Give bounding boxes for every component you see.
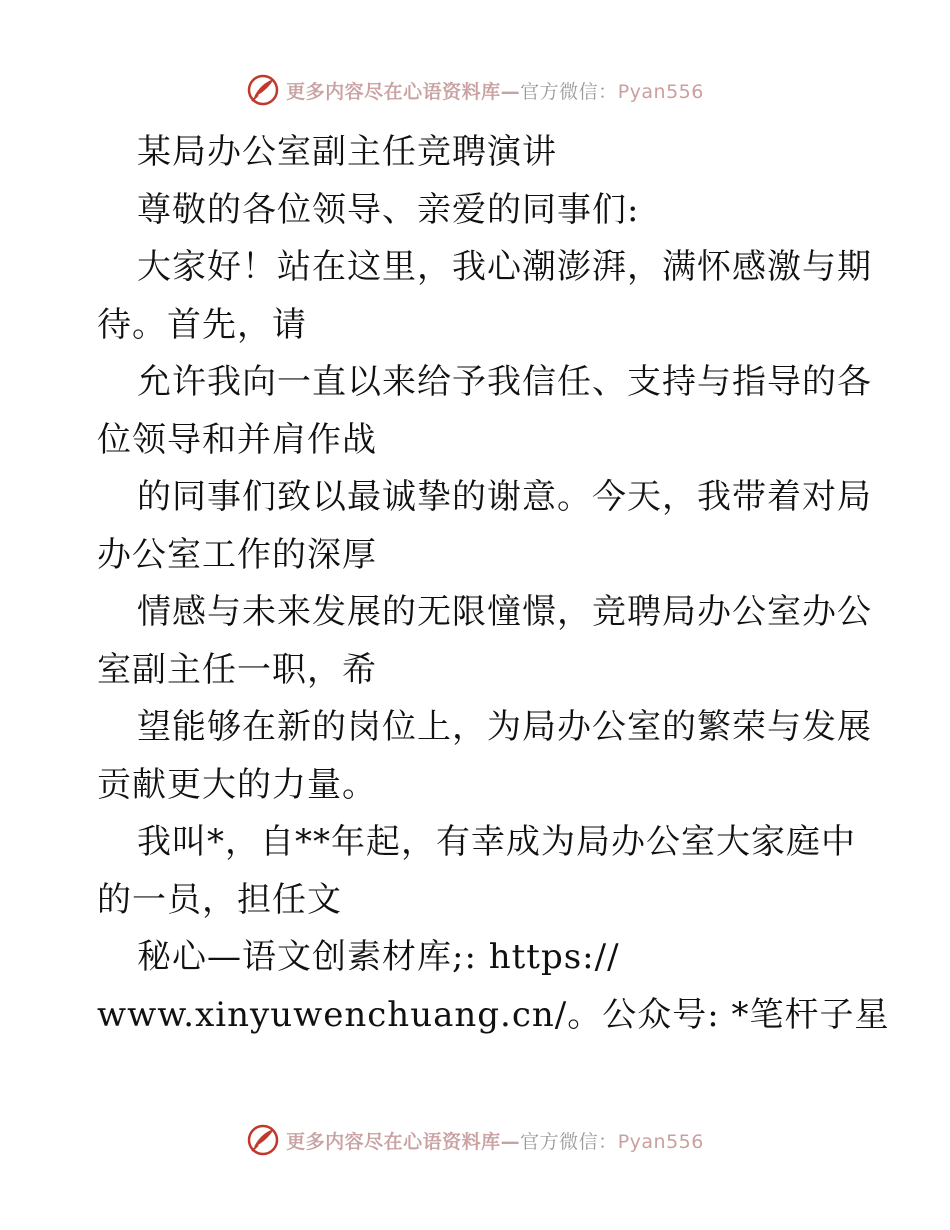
banner-prefix: 更多内容尽在心语资料库— <box>286 80 521 103</box>
paragraph-line: 望能够在新的岗位上，为局办公室的繁荣与发展 <box>137 707 872 747</box>
banner-text <box>286 77 704 104</box>
paragraph-line: 办公室工作的深厚 <box>97 534 377 575</box>
footer-watermark-banner <box>0 1120 950 1160</box>
banner-wechat-label: 官方微信： <box>520 1130 618 1153</box>
paragraph-line: 允许我向一直以来给予我信任、支持与指导的各 <box>137 362 872 402</box>
paragraph-line: 室副主任一职，希 <box>97 649 377 690</box>
banner-prefix: 更多内容尽在心语资料库— <box>286 1130 521 1153</box>
paragraph-line: www.xinyuwenchuang.cn/。公众号: *笔杆子星 <box>97 994 890 1035</box>
paragraph-line: 的一员，担任文 <box>97 879 342 920</box>
paragraph-line: 贡献更大的力量。 <box>97 764 377 805</box>
salutation: 尊敬的各位领导、亲爱的同事们: <box>137 189 640 230</box>
header-watermark-banner <box>0 70 950 110</box>
paragraph-line: 的同事们致以最诚挚的谢意。今天，我带着对局 <box>137 477 872 517</box>
paragraph-line: 位领导和并肩作战 <box>97 419 377 460</box>
quill-seal-icon <box>246 1123 280 1157</box>
document-title: 某局办公室副主任竞聘演讲 <box>137 132 557 172</box>
paragraph-line: 情感与未来发展的无限憧憬，竞聘局办公室办公 <box>137 592 872 632</box>
paragraph-line: 我叫*，自**年起，有幸成为局办公室大家庭中 <box>137 822 856 862</box>
paragraph-line: 待。首先，请 <box>97 304 307 345</box>
paragraph-line: 秘心—语文创素材库;: https:// <box>137 937 620 977</box>
quill-seal-icon <box>246 73 280 107</box>
banner-wechat-id: Pyan556 <box>617 80 704 103</box>
document-body <box>97 124 890 1044</box>
banner-wechat-label: 官方微信： <box>520 80 618 103</box>
banner-wechat-id: Pyan556 <box>617 1130 704 1153</box>
paragraph-line: 大家好！站在这里，我心潮澎湃，满怀感激与期 <box>137 247 872 287</box>
banner-text <box>286 1127 704 1154</box>
